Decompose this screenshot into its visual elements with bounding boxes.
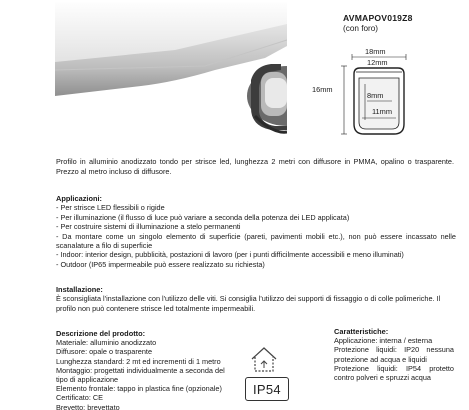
product-intro: Profilo in alluminio anodizzato tondo per strisce led, lunghezza 2 metri con diffusore in PMMA, opalino o trasparente. Prezzo al metro incluso di diffusore. xyxy=(56,157,454,176)
list-item: - Per strisce LED flessibili o rigide xyxy=(56,203,165,213)
dim-height-outer: 16mm xyxy=(312,85,333,94)
installation-heading: Installazione: xyxy=(56,285,103,294)
description-row: Brevetto: brevettato xyxy=(56,402,120,410)
description-row: Elemento frontale: tappo in plastica fine (opzionale) xyxy=(56,384,222,394)
installation-text: È sconsigliata l'installazione con l'utilizzo delle viti. Si consiglia l'utilizzo dei supporti di fissaggio o di colle polimeriche. Il profilo non può contenere strisce led totalmente impermeabili. xyxy=(56,294,441,313)
list-item: - Per illuminazione (il flusso di luce può variare a seconda della potenza dei LED applicata) xyxy=(56,212,350,222)
ip-rating-badge: IP54 xyxy=(245,377,289,401)
product-photo xyxy=(55,0,287,140)
description-row: Materiale: alluminio anodizzato xyxy=(56,338,157,348)
spec-row: Applicazione: interna / esterna xyxy=(334,336,433,346)
spec-row: Protezione liquidi: IP54 protetto contro polveri e spruzzi acqua xyxy=(334,363,454,383)
house-indoor-icon xyxy=(249,344,279,374)
product-code: AVMAPOV019Z8 xyxy=(343,13,413,23)
applications-heading: Applicazioni: xyxy=(56,194,102,203)
list-item: - Per costruire sistemi di illuminazione a stelo permanenti xyxy=(56,222,241,232)
description-row: Diffusore: opale o trasparente xyxy=(56,347,152,357)
dim-base-width: 11mm xyxy=(372,107,392,116)
product-code-note: (con foro) xyxy=(343,24,379,33)
description-row: Montaggio: progettati individualmente a seconda del xyxy=(56,365,225,375)
dim-width-outer: 18mm xyxy=(365,47,386,56)
list-item: - Indoor: interior design, pubblicità, postazioni di lavoro (per i punti difficilmente accessibili e meno illuminati) xyxy=(56,250,404,260)
list-item: - Outdoor (IP65 impermeabile può essere realizzato su richiesta) xyxy=(56,259,265,269)
description-heading: Descrizione del prodotto: xyxy=(56,329,146,338)
product-description xyxy=(56,329,246,410)
applications-list xyxy=(56,203,456,269)
description-row: Lunghezza standard: 2 mt ed incrementi di 1 metro xyxy=(56,356,221,366)
aluminium-profile-illustration xyxy=(55,0,287,140)
description-row: Certificato: CE xyxy=(56,393,104,403)
specs-heading: Caratteristiche: xyxy=(334,327,389,336)
cross-section-drawing xyxy=(312,44,447,142)
dim-height-inner: 8mm xyxy=(367,91,384,100)
applications-section xyxy=(56,194,456,269)
list-item: - Da montare come un singolo elemento di superficie (pareti, pavimenti mobili etc.), non può essere incassato nelle scanalature a filo di superficie xyxy=(56,231,456,251)
spec-row: Protezione liquidi: IP20 nessuna protezione ad acqua e liquidi xyxy=(334,345,454,364)
installation-section xyxy=(56,285,456,313)
specifications xyxy=(334,327,454,382)
description-row: tipo di applicazione xyxy=(56,375,119,385)
product-code-block xyxy=(343,13,413,33)
dim-width-inner: 12mm xyxy=(367,58,388,67)
